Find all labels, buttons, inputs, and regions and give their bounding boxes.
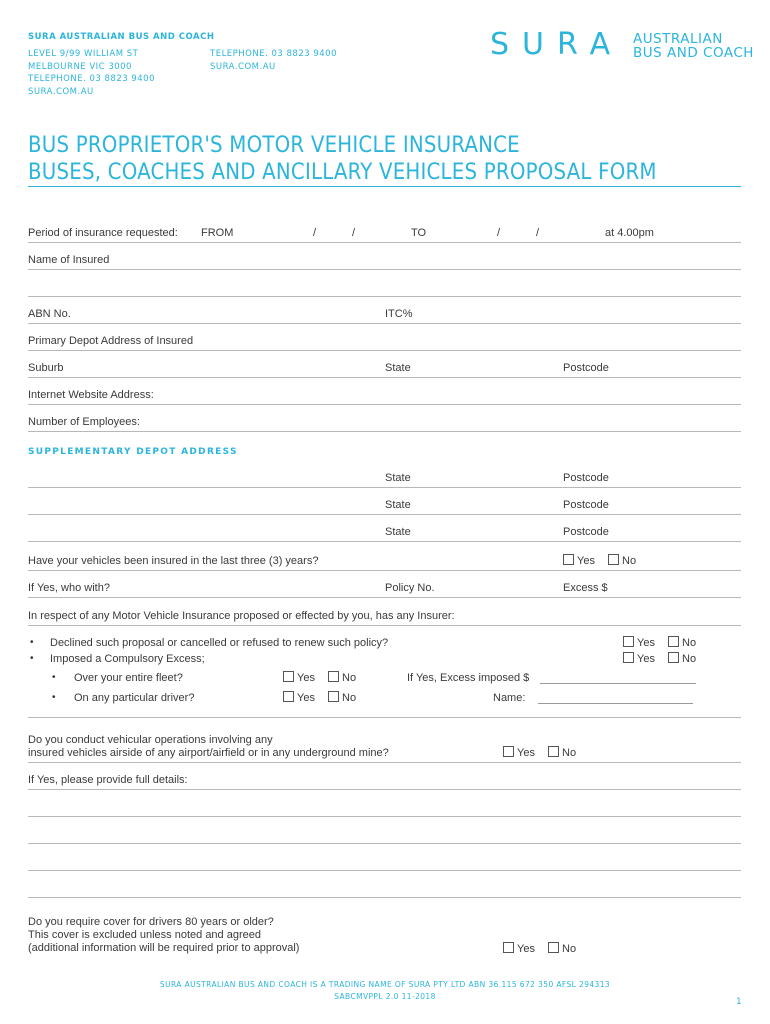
full-details-line[interactable] — [28, 870, 741, 871]
who-with-line[interactable] — [28, 597, 741, 598]
checkbox[interactable] — [608, 554, 619, 565]
drivers80-question: Do you require cover for drivers 80 years or older? This cover is excluded unless noted and agreed (additional information will be required prior to approval) — [28, 916, 300, 954]
question-rule — [28, 625, 741, 626]
employees-label: Number of Employees: — [28, 416, 140, 428]
bullet: • — [30, 637, 34, 648]
period-label: Period of insurance requested: — [28, 227, 178, 239]
checkbox[interactable] — [668, 652, 679, 663]
insured-last-3-question: Have your vehicles been insured in the last three (3) years? — [28, 555, 319, 567]
checkbox[interactable] — [623, 652, 634, 663]
primary-depot-label: Primary Depot Address of Insured — [28, 335, 194, 347]
supp-postcode-label: Postcode — [563, 526, 609, 538]
name-of-insured-line[interactable] — [28, 269, 741, 270]
bullet: • — [52, 692, 56, 703]
company-name: SURA AUSTRALIAN BUS AND COACH — [28, 32, 215, 42]
state-label: State — [385, 362, 411, 374]
particular-driver-no[interactable]: No — [328, 691, 356, 704]
bullet: • — [52, 672, 56, 683]
abn-label: ABN No. — [28, 308, 71, 320]
supp-address-line[interactable] — [28, 541, 741, 542]
full-details-line[interactable] — [28, 816, 741, 817]
excess-label: Excess $ — [563, 582, 608, 594]
declined-question: Declined such proposal or cancelled or refused to renew such policy? — [50, 637, 389, 649]
company-contact: TELEPHONE. 03 8823 9400 SURA.COM.AU — [210, 49, 337, 72]
checkbox[interactable] — [503, 746, 514, 757]
supp-state-label: State — [385, 526, 411, 538]
checkbox[interactable] — [283, 691, 294, 702]
entire-fleet-question: Over your entire fleet? — [74, 672, 183, 684]
compulsory-excess-question: Imposed a Compulsory Excess; — [50, 653, 205, 665]
particular-driver-question: On any particular driver? — [74, 692, 195, 704]
checkbox[interactable] — [328, 671, 339, 682]
airside-no[interactable]: No — [548, 746, 576, 759]
checkbox[interactable] — [283, 671, 294, 682]
from-label: FROM — [201, 227, 234, 239]
logo-wordmark: SURA — [490, 27, 624, 62]
full-details-line[interactable] — [28, 897, 741, 898]
supp-postcode-label: Postcode — [563, 499, 609, 511]
full-details-line[interactable] — [28, 789, 741, 790]
checkbox[interactable] — [548, 942, 559, 953]
question-rule — [28, 570, 741, 571]
checkbox[interactable] — [503, 942, 514, 953]
supp-postcode-label: Postcode — [563, 472, 609, 484]
website-line[interactable] — [28, 404, 741, 405]
suburb-line[interactable] — [28, 377, 741, 378]
footer-legal: SURA AUSTRALIAN BUS AND COACH IS A TRADING NAME OF SURA PTY LTD ABN 36 115 672 350 AFSL 294313 — [159, 980, 611, 989]
period-field-line[interactable] — [28, 242, 741, 243]
driver-name-field[interactable] — [538, 703, 693, 704]
bullet: • — [30, 653, 34, 664]
excess-imposed-field[interactable] — [540, 683, 696, 684]
question-rule — [28, 717, 741, 718]
supp-address-line[interactable] — [28, 514, 741, 515]
checkbox[interactable] — [328, 691, 339, 702]
checkbox[interactable] — [563, 554, 574, 565]
declined-no[interactable]: No — [668, 636, 696, 649]
to-label: TO — [411, 227, 427, 239]
date-slash: / — [536, 227, 540, 239]
question-rule — [28, 762, 741, 763]
insured-last-3-no[interactable]: No — [608, 554, 636, 567]
supplementary-heading: SUPPLEMENTARY DEPOT ADDRESS — [28, 447, 238, 457]
employees-line[interactable] — [28, 431, 741, 432]
at-time-label: at 4.00pm — [605, 227, 654, 239]
drivers80-yes[interactable]: Yes — [503, 942, 535, 955]
full-details-label: If Yes, please provide full details: — [28, 774, 188, 786]
in-respect-question: In respect of any Motor Vehicle Insurance proposed or effected by you, has any Insurer: — [28, 610, 455, 622]
company-address: LEVEL 9/99 WILLIAM ST MELBOURNE VIC 3000 TELEPHONE. 03 8823 9400 SURA.COM.AU — [28, 49, 155, 97]
title-rule — [28, 186, 741, 187]
supp-state-label: State — [385, 499, 411, 511]
who-with-label: If Yes, who with? — [28, 582, 110, 594]
logo-subtitle: AUSTRALIAN BUS AND COACH — [633, 31, 754, 61]
excess-imposed-label: If Yes, Excess imposed $ — [407, 672, 530, 684]
abn-line[interactable] — [28, 323, 741, 324]
date-slash: / — [313, 227, 317, 239]
postcode-label: Postcode — [563, 362, 609, 374]
name-of-insured-line-2[interactable] — [28, 296, 741, 297]
driver-name-label: Name: — [493, 692, 526, 704]
itc-label: ITC% — [385, 308, 413, 320]
compulsory-excess-yes[interactable]: Yes — [623, 652, 655, 665]
date-slash: / — [352, 227, 356, 239]
full-details-line[interactable] — [28, 843, 741, 844]
checkbox[interactable] — [668, 636, 679, 647]
page-number: 1 — [736, 997, 742, 1007]
drivers80-no[interactable]: No — [548, 942, 576, 955]
entire-fleet-no[interactable]: No — [328, 671, 356, 684]
name-of-insured-label: Name of Insured — [28, 254, 110, 266]
form-title: BUS PROPRIETOR'S MOTOR VEHICLE INSURANCE BUSES, COACHES AND ANCILLARY VEHICLES PROPOSAL FORM — [28, 133, 657, 185]
declined-yes[interactable]: Yes — [623, 636, 655, 649]
supp-address-line[interactable] — [28, 487, 741, 488]
supp-state-label: State — [385, 472, 411, 484]
footer-form-code: SABCMVPPL 2.0 11-2018 — [334, 992, 436, 1001]
suburb-label: Suburb — [28, 362, 64, 374]
checkbox[interactable] — [623, 636, 634, 647]
compulsory-excess-no[interactable]: No — [668, 652, 696, 665]
airside-question: Do you conduct vehicular operations involving any insured vehicles airside of any airport/airfield or in any underground mine? — [28, 734, 389, 759]
entire-fleet-yes[interactable]: Yes — [283, 671, 315, 684]
checkbox[interactable] — [548, 746, 559, 757]
website-label: Internet Website Address: — [28, 389, 154, 401]
policy-no-label: Policy No. — [385, 582, 435, 594]
primary-depot-line[interactable] — [28, 350, 741, 351]
insured-last-3-yes[interactable]: Yes — [563, 554, 595, 567]
date-slash: / — [497, 227, 501, 239]
particular-driver-yes[interactable]: Yes — [283, 691, 315, 704]
airside-yes[interactable]: Yes — [503, 746, 535, 759]
